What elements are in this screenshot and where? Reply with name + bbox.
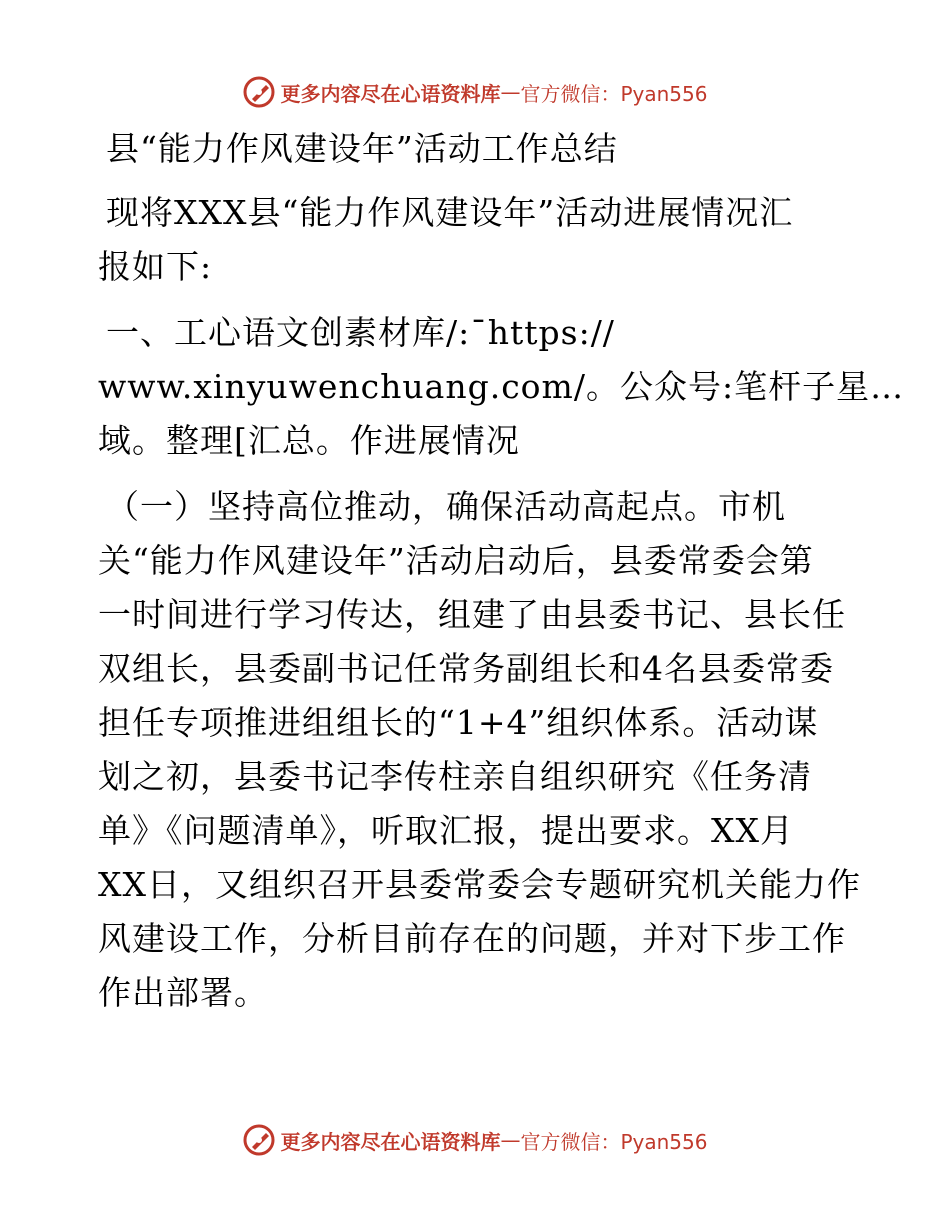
watermark-contact-text: 官方微信：Pyan556 <box>520 1129 708 1154</box>
para1-line-1: （一）坚持高位推动，确保活动高起点。市机 <box>106 487 786 526</box>
document-body <box>98 122 905 1020</box>
para1-line-5: 担任专项推进组组长的“1+4”组织体系。活动谋 <box>98 703 819 742</box>
watermark-banner-top <box>0 72 950 112</box>
para1-line-8: XX日，又组织召开县委常委会专题研究机关能力作 <box>98 865 861 904</box>
pen-logo-icon <box>242 1123 276 1157</box>
pen-logo-icon <box>242 75 276 109</box>
section1-line-2: www.xinyuwenchuang.com/。公众号:笔杆子星… <box>98 367 905 406</box>
para1-line-7: 单》《问题清单》，听取汇报，提出要求。XX月 <box>98 811 794 850</box>
para1-line-10: 作出部署。 <box>98 973 268 1012</box>
watermark-separator: — <box>500 1128 521 1152</box>
watermark-separator: — <box>500 80 521 104</box>
section1-line-3: 域。整理[汇总。作进展情况 <box>98 421 520 460</box>
intro-line-2: 报如下: <box>98 247 213 286</box>
para1-line-9: 风建设工作，分析目前存在的问题，并对下步工作 <box>98 919 846 958</box>
para1-line-6: 划之初，县委书记李传柱亲自组织研究《任务清 <box>98 757 812 796</box>
watermark-brand-text: 更多内容尽在心语资料库 <box>280 1129 501 1154</box>
watermark-contact-text: 官方微信：Pyan556 <box>520 81 708 106</box>
document-title: 县“能力作风建设年”活动工作总结 <box>106 129 618 168</box>
para1-line-4: 双组长，县委副书记任常务副组长和4名县委常委 <box>98 649 834 688</box>
para1-line-3: 一时间进行学习传达，组建了由县委书记、县长任 <box>98 595 846 634</box>
intro-line-1: 现将XXX县“能力作风建设年”活动进展情况汇 <box>106 193 794 232</box>
watermark-banner-bottom <box>0 1120 950 1160</box>
watermark-brand-text: 更多内容尽在心语资料库 <box>280 81 501 106</box>
para1-line-2: 关“能力作风建设年”活动启动后，县委常委会第 <box>98 541 814 580</box>
section1-line-1: 一、工心语文创素材库/:¯https:// <box>106 313 615 352</box>
